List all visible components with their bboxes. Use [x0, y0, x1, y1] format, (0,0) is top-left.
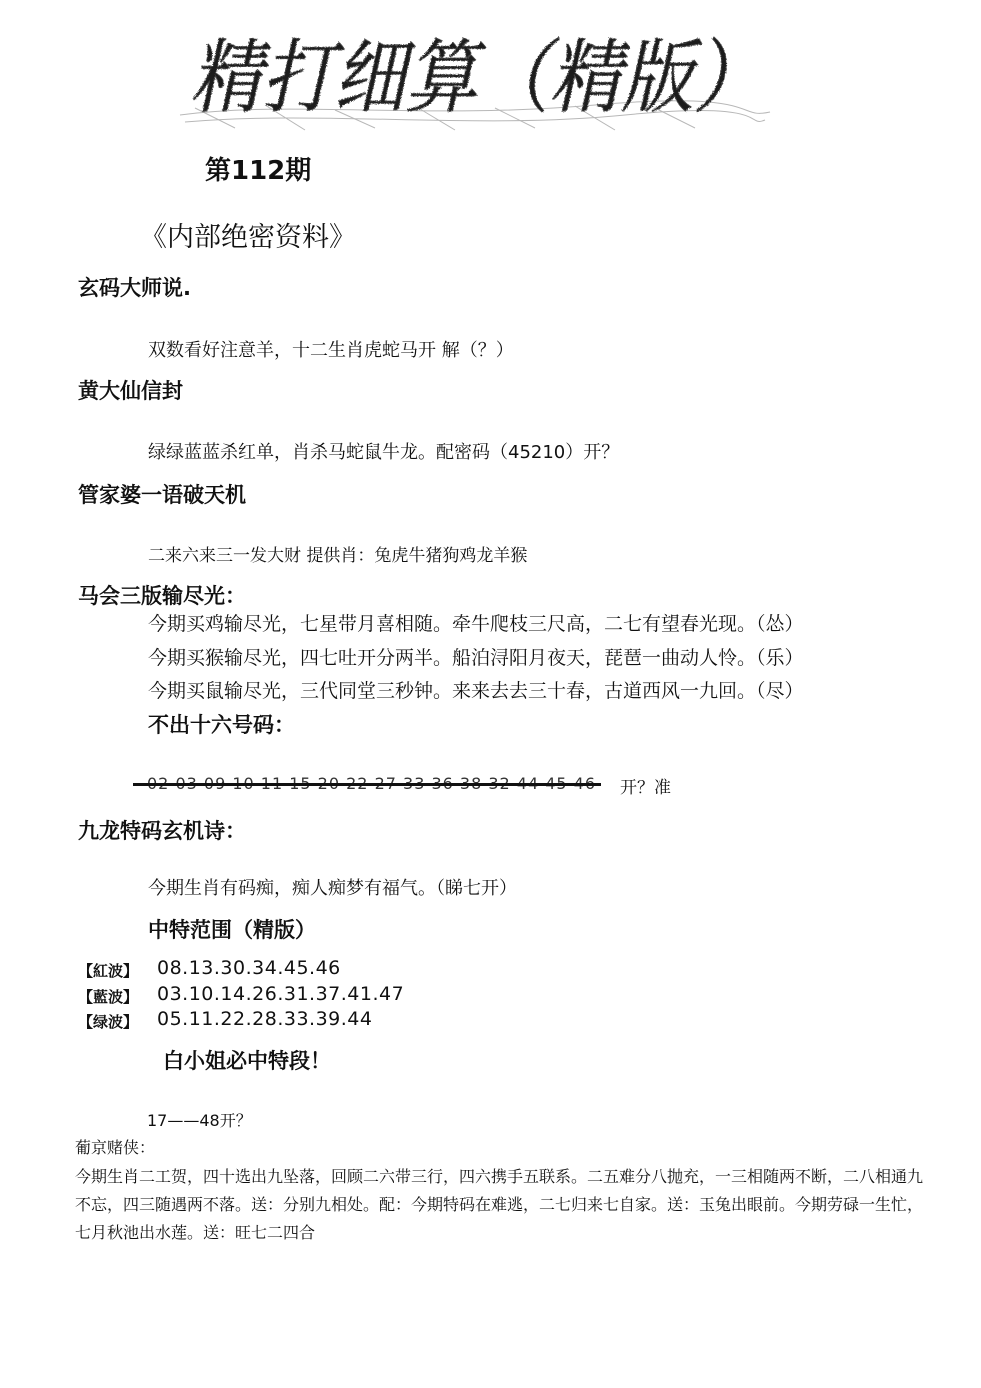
section-heading-mahui: 马会三版输尽光：	[78, 584, 246, 608]
section-heading-huangdaxian: 黄大仙信封	[78, 379, 183, 403]
section-heading-bai: 白小姐必中特段！	[163, 1049, 331, 1073]
strikethrough-line	[133, 783, 601, 786]
mahui-line: 今期买猴输尽光，四七吐开分两半。船泊浔阳月夜天，琵琶一曲动人怜。（乐）	[148, 647, 804, 669]
section-heading-pujing: 葡京赌侠：	[75, 1138, 156, 1157]
bai-text: 17——48开？	[147, 1111, 252, 1130]
wave-numbers-green: 05.11.22.28.33.39.44	[157, 1008, 373, 1030]
wave-numbers-red: 08.13.30.34.45.46	[157, 957, 341, 979]
huangdaxian-text: 绿绿蓝蓝杀红单，肖杀马蛇鼠牛龙。配密码（45210）开？	[148, 442, 620, 463]
page-title	[175, 20, 775, 135]
guanjiapo-text: 二来六来三一发大财 提供肖：兔虎牛猪狗鸡龙羊猴	[148, 546, 528, 566]
issue-number: 第112期	[205, 156, 312, 186]
page-title-text: 精打细算（精版）	[190, 31, 765, 124]
wave-label-red: 【紅波】	[78, 962, 139, 980]
section-heading-jiulong: 九龙特码玄机诗：	[78, 819, 246, 843]
section-heading-buchu: 不出十六号码：	[148, 713, 295, 737]
section-heading-zhongte: 中特范围（精版）	[148, 918, 316, 942]
wave-label-blue: 【藍波】	[78, 988, 139, 1006]
wave-numbers-blue: 03.10.14.26.31.37.41.47	[157, 983, 405, 1005]
section-heading-guanjiapo: 管家婆一语破天机	[78, 483, 246, 507]
xuanma-text: 双数看好注意羊，十二生肖虎蛇马开 解（？）	[148, 340, 514, 361]
mahui-line: 今期买鼠输尽光，三代同堂三秒钟。来来去去三十春，古道西风一九回。（尽）	[148, 680, 804, 702]
section-heading-xuanma: 玄码大师说.	[78, 276, 191, 300]
page-subtitle: 《内部绝密资料》	[140, 222, 356, 253]
mahui-line: 今期买鸡输尽光，七星带月喜相随。牵牛爬枝三尺高，二七有望春光现。（怂）	[148, 613, 804, 635]
pujing-text: 今期生肖二工贺，四十选出九坠落，回顾二六带三行，四六携手五联系。二五难分八抛充，一三相随两不断，二八相通九不忘，四三随遇两不落。送：分别九相处。配：今期特码在难逃，二七归来七自家。送：玉兔出眼前。今期劳碌一生忙，七月秋池出水莲。送：旺七二四合	[75, 1167, 924, 1242]
excluded-numbers-suffix: 开？准	[620, 778, 671, 798]
wave-label-green: 【绿波】	[78, 1013, 139, 1031]
jiulong-text: 今期生肖有码痴，痴人痴梦有福气。（睇七开）	[148, 878, 517, 899]
